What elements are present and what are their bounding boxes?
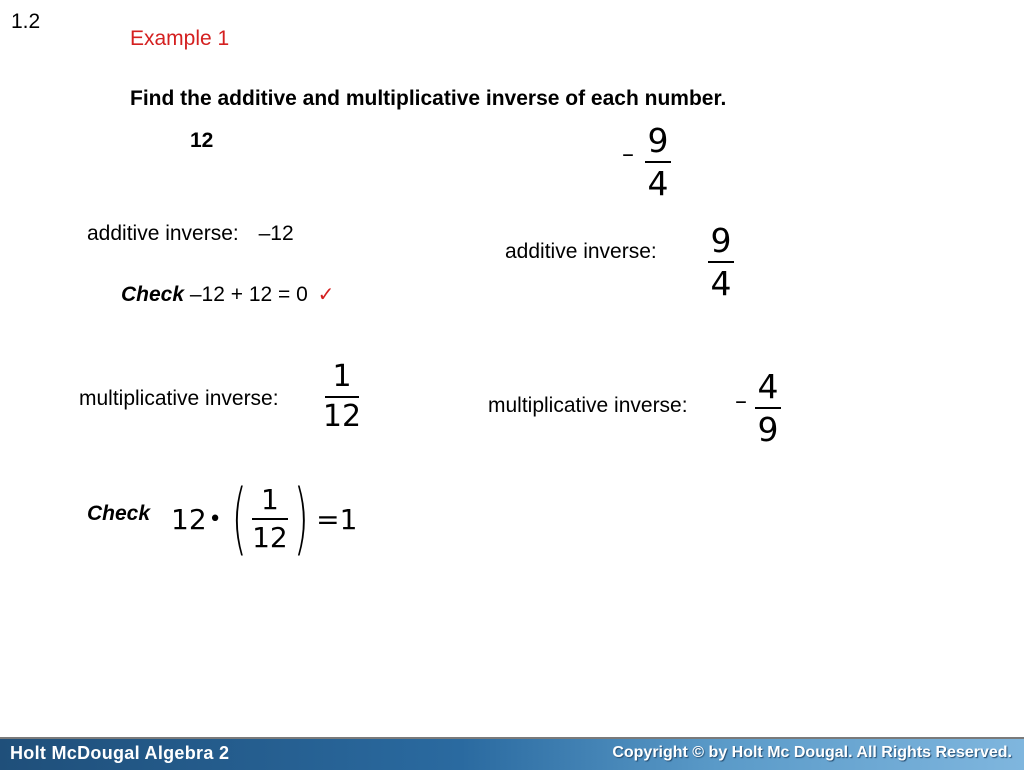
fraction-numerator: 1 [332,359,352,394]
additive-label-b: additive inverse: [505,240,657,263]
check-word-a2: Check [87,502,151,525]
footer-bar [0,737,1024,770]
fraction-numerator: 4 [757,367,779,406]
check-word-a: Check [121,283,185,306]
footer-title: Holt McDougal Algebra 2 [10,743,230,763]
check-line-a [121,282,334,307]
checkmark-icon: ✓ [317,284,335,306]
multiplicative-label-a: multiplicative inverse: [79,387,279,410]
left-paren: ( [231,474,247,564]
multiplicative-sign-b: – [735,387,747,415]
check-expression-a: –12 + 12 = 0 [189,283,308,306]
example-title: Example 1 [130,27,230,50]
multiplicative-fraction-a [322,359,362,434]
fraction-bar [252,518,288,520]
additive-label-a: additive inverse: [87,222,239,245]
given-number-a: 12 [190,129,214,152]
right-paren: ) [293,474,309,564]
fraction-bar [325,396,359,398]
additive-fraction-b [708,221,734,303]
check-factor: 12 [171,502,207,536]
check-result: =1 [316,502,358,536]
multiplicative-fraction-b [755,367,781,449]
slide-number: 1.2 [11,10,41,33]
multiply-bullet: • [208,506,222,532]
fraction-denominator: 4 [710,264,732,303]
fraction-denominator: 9 [757,410,779,449]
check-expression-fraction [171,474,358,564]
fraction-numerator: 1 [260,483,279,516]
additive-value-a: –12 [258,222,294,245]
check-fraction [252,483,288,554]
fraction-numerator: 9 [710,221,732,260]
multiplicative-label-b: multiplicative inverse: [488,394,688,417]
footer-copyright: Copyright © by Holt Mc Dougal. All Rights Reserved. [612,744,1012,761]
fraction-denominator: 4 [647,164,669,203]
given-fraction-b [645,121,671,203]
instruction-text: Find the additive and multiplicative inverse of each number. [130,87,727,110]
fraction-bar [645,161,671,163]
fraction-bar [755,407,781,409]
given-sign-b: – [622,140,634,168]
fraction-numerator: 9 [647,121,669,160]
fraction-denominator: 12 [252,521,288,554]
fraction-bar [708,261,734,263]
additive-inverse-a [87,222,294,246]
fraction-denominator: 12 [322,399,362,434]
